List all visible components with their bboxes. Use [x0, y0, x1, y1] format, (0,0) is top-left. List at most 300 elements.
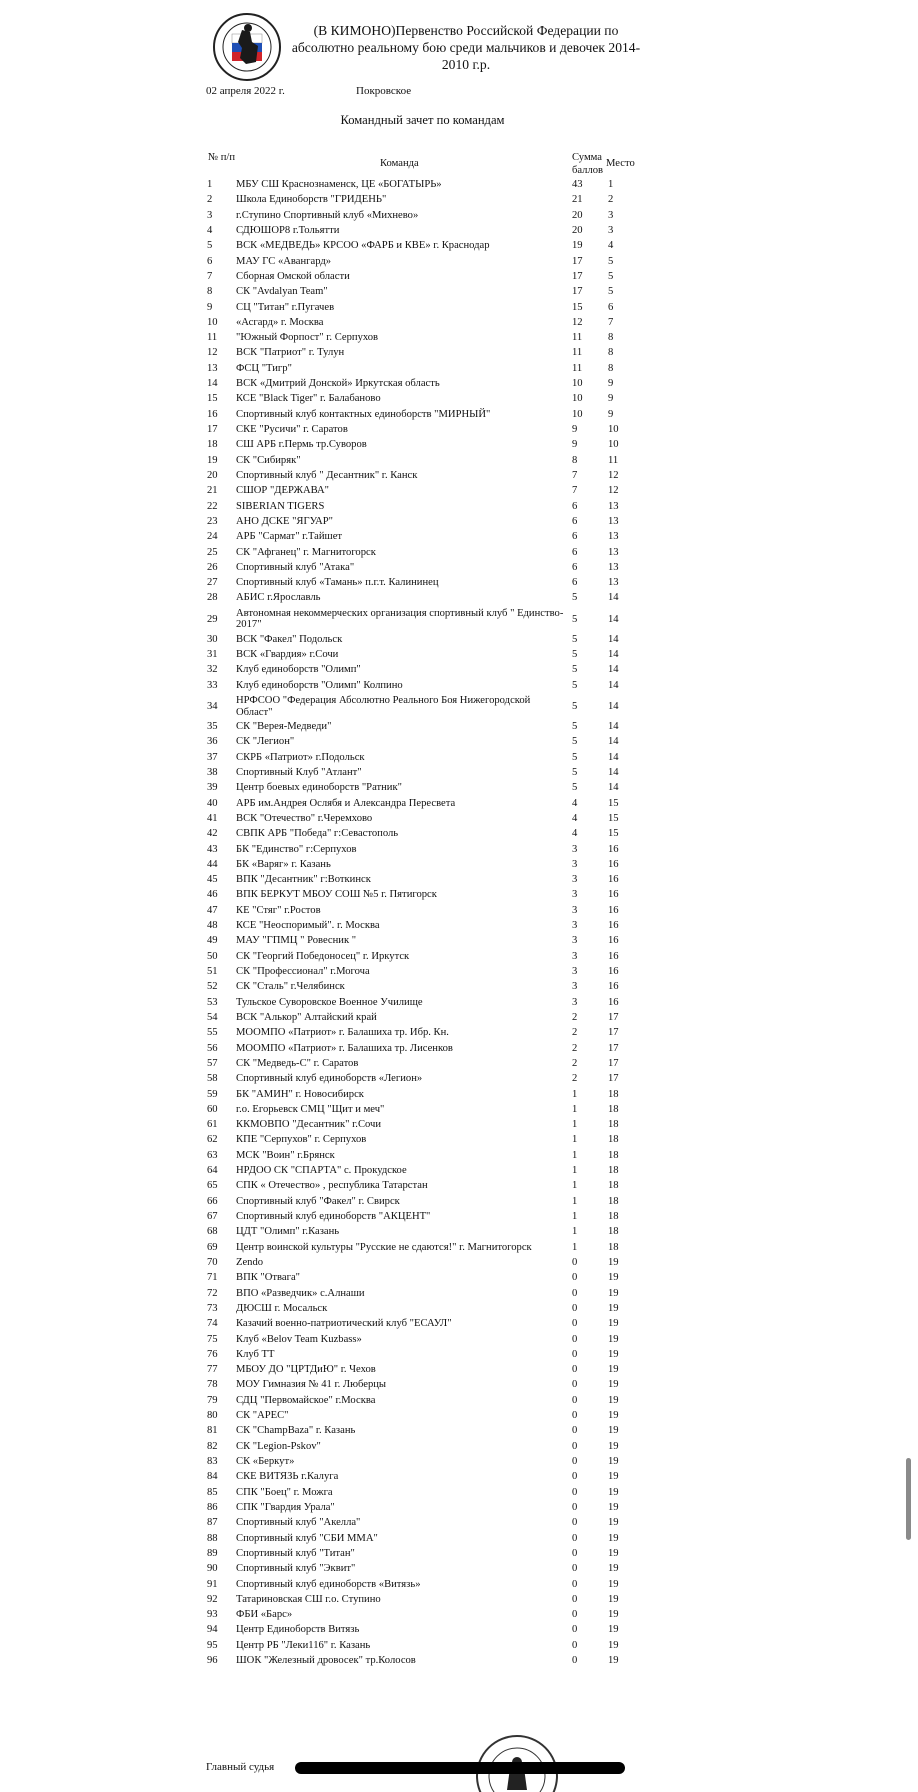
- row-team-name: СВПК АРБ "Победа" г:Севастополь: [236, 828, 399, 840]
- chief-judge-label: Главный судья: [206, 1761, 275, 1773]
- table-row: [0, 664, 918, 679]
- row-number: 13: [207, 362, 218, 374]
- row-number: 69: [207, 1241, 218, 1253]
- row-place: 10: [608, 439, 619, 451]
- row-place: 14: [608, 751, 619, 763]
- row-number: 37: [207, 751, 218, 763]
- table-row: [0, 378, 918, 393]
- row-number: 62: [207, 1134, 218, 1146]
- table-row: [0, 470, 918, 485]
- table-row: [0, 1318, 918, 1333]
- table-row: [0, 874, 918, 889]
- row-place: 18: [608, 1119, 619, 1131]
- row-place: 16: [608, 966, 619, 977]
- column-header-place: Место: [606, 158, 635, 169]
- row-score: 5: [572, 721, 578, 732]
- row-number: 72: [207, 1287, 218, 1299]
- row-number: 17: [207, 424, 218, 435]
- row-number: 61: [207, 1119, 218, 1131]
- row-score: 0: [572, 1609, 578, 1621]
- row-team-name: Центр Единоборств Витязь: [236, 1624, 360, 1636]
- row-number: 38: [207, 766, 218, 778]
- table-row: [0, 1288, 918, 1303]
- row-number: 95: [207, 1639, 218, 1651]
- table-row: [0, 859, 918, 874]
- row-team-name: "Южный Форпост" г. Серпухов: [236, 332, 379, 344]
- table-row: [0, 1242, 918, 1257]
- table-row: [0, 649, 918, 664]
- row-place: 13: [608, 515, 619, 527]
- event-date: 02 апреля 2022 г.: [206, 85, 285, 97]
- row-team-name: ВСК «Дмитрий Донской» Иркутская область: [236, 378, 440, 390]
- table-row: [0, 951, 918, 966]
- row-number: 52: [207, 981, 218, 993]
- table-row: [0, 680, 918, 695]
- table-row: [0, 179, 918, 194]
- table-row: [0, 828, 918, 843]
- row-place: 19: [608, 1333, 619, 1345]
- row-team-name: СДЦ "Первомайское" г.Москва: [236, 1394, 376, 1406]
- row-number: 60: [207, 1103, 218, 1115]
- row-score: 0: [572, 1302, 578, 1314]
- row-team-name: БК "АМИН" г. Новосибирск: [236, 1088, 364, 1100]
- row-score: 5: [572, 751, 578, 763]
- table-row: [0, 1272, 918, 1287]
- row-score: 5: [572, 766, 578, 778]
- table-row: [0, 455, 918, 470]
- row-number: 9: [207, 301, 213, 313]
- row-number: 50: [207, 950, 218, 962]
- row-team-name: SIBERIAN TIGERS: [236, 500, 325, 512]
- row-number: 67: [207, 1211, 218, 1222]
- row-number: 77: [207, 1364, 218, 1376]
- row-score: 0: [572, 1256, 578, 1268]
- row-team-name: СК "Легион": [236, 736, 295, 748]
- row-team-name: Клуб единоборств "Олимп" Колпино: [236, 679, 403, 691]
- row-team-name: СК "Верея-Медведи": [236, 721, 332, 732]
- row-team-name: МАУ ГС «Авангард»: [236, 255, 332, 267]
- row-place: 19: [608, 1425, 619, 1437]
- table-row: [0, 1579, 918, 1594]
- table-row: [0, 935, 918, 950]
- row-place: 15: [608, 812, 619, 824]
- row-place: 9: [608, 378, 614, 390]
- row-place: 13: [608, 531, 619, 543]
- row-place: 13: [608, 546, 619, 558]
- table-row: [0, 1640, 918, 1655]
- standings-table: [0, 179, 918, 1670]
- row-place: 19: [608, 1394, 619, 1406]
- row-score: 5: [572, 664, 578, 676]
- table-row: [0, 634, 918, 649]
- table-row: [0, 767, 918, 782]
- table-row: [0, 1211, 918, 1226]
- row-number: 47: [207, 904, 218, 916]
- column-header-number: № п/п: [208, 152, 236, 163]
- row-place: 7: [608, 316, 614, 328]
- row-place: 19: [608, 1547, 619, 1559]
- table-row: [0, 695, 918, 721]
- row-score: 0: [572, 1394, 578, 1406]
- row-score: 17: [572, 286, 583, 298]
- row-score: 0: [572, 1501, 578, 1513]
- row-place: 18: [608, 1134, 619, 1146]
- document-subtitle: Командный зачет по командам: [340, 113, 505, 127]
- row-team-name: СКЕ ВИТЯЗЬ г.Калуга: [236, 1471, 339, 1483]
- row-place: 19: [608, 1471, 619, 1483]
- row-score: 0: [572, 1333, 578, 1345]
- row-place: 8: [608, 362, 614, 374]
- row-score: 0: [572, 1532, 578, 1544]
- row-score: 0: [572, 1578, 578, 1590]
- table-row: [0, 798, 918, 813]
- row-number: 20: [207, 469, 218, 481]
- row-team-name: ВСК "Алькор" Алтайский край: [236, 1011, 377, 1023]
- row-score: 3: [572, 858, 578, 870]
- row-team-name: Спортивный клуб контактных единоборств "МИРНЫЙ": [236, 408, 491, 420]
- row-place: 19: [608, 1272, 619, 1284]
- row-team-name: СК «Беркут»: [236, 1456, 295, 1467]
- row-place: 19: [608, 1639, 619, 1651]
- row-place: 16: [608, 889, 619, 901]
- row-team-name: Татариновская СШ г.о. Ступино: [236, 1593, 381, 1605]
- row-number: 68: [207, 1226, 218, 1238]
- row-number: 57: [207, 1057, 218, 1069]
- row-place: 16: [608, 935, 619, 947]
- table-row: [0, 1456, 918, 1471]
- row-team-name: Спортивный клуб "Акелла": [236, 1517, 361, 1529]
- row-number: 88: [207, 1532, 218, 1544]
- row-team-name: Клуб ТТ: [236, 1348, 275, 1360]
- row-place: 14: [608, 679, 619, 691]
- row-place: 19: [608, 1609, 619, 1621]
- row-score: 0: [572, 1639, 578, 1651]
- row-team-name: АНО ДСКЕ "ЯГУАР": [236, 515, 333, 527]
- row-team-name: КСЕ "Неоспоримый". г. Москва: [236, 920, 380, 932]
- row-team-name: КЕ "Стяг" г.Ростов: [236, 904, 321, 916]
- table-row: [0, 1502, 918, 1517]
- row-number: 1: [207, 179, 213, 190]
- row-score: 20: [572, 209, 583, 221]
- table-row: [0, 1089, 918, 1104]
- row-number: 49: [207, 935, 218, 947]
- row-team-name: «Асгард» г. Москва: [236, 316, 324, 328]
- table-row: [0, 240, 918, 255]
- row-number: 87: [207, 1517, 218, 1529]
- row-place: 14: [608, 782, 619, 794]
- column-header-score: Сумма баллов: [572, 152, 604, 176]
- row-team-name: МООМПО «Патриот» г. Балашиха тр. Лисенков: [236, 1042, 453, 1054]
- row-score: 11: [572, 332, 583, 344]
- vertical-scrollbar[interactable]: [906, 1458, 911, 1540]
- row-team-name: ВСК «МЕДВЕДЬ» КРСОО «ФАРБ и КВЕ» г. Краснодар: [236, 240, 490, 252]
- row-team-name: МСК "Воин" г.Брянск: [236, 1149, 335, 1161]
- row-team-name: МООМПО «Патриот» г. Балашиха тр. Ибр. Кн.: [236, 1027, 449, 1039]
- row-score: 1: [572, 1119, 578, 1131]
- row-team-name: СК "Афганец" г. Магнитогорск: [236, 546, 376, 558]
- row-team-name: Школа Единоборств "ГРИДЕНЬ": [236, 194, 387, 206]
- row-score: 0: [572, 1348, 578, 1360]
- table-row: [0, 547, 918, 562]
- table-row: [0, 1563, 918, 1578]
- row-score: 9: [572, 424, 578, 435]
- row-place: 18: [608, 1103, 619, 1115]
- row-score: 0: [572, 1425, 578, 1437]
- row-team-name: Спортивный Клуб "Атлант": [236, 766, 362, 778]
- row-team-name: СПК « Отечество» , республика Татарстан: [236, 1180, 428, 1192]
- table-row: [0, 1425, 918, 1440]
- row-score: 0: [572, 1624, 578, 1636]
- row-team-name: НРДОО СК "СПАРТА" с. Прокудское: [236, 1165, 407, 1177]
- row-score: 6: [572, 577, 578, 589]
- row-score: 1: [572, 1149, 578, 1161]
- row-number: 74: [207, 1318, 218, 1330]
- row-number: 11: [207, 332, 218, 344]
- row-team-name: СК "ChampBaza" г. Казань: [236, 1425, 356, 1437]
- row-place: 19: [608, 1287, 619, 1299]
- row-number: 91: [207, 1578, 218, 1590]
- table-row: [0, 363, 918, 378]
- row-place: 13: [608, 561, 619, 573]
- row-number: 24: [207, 531, 218, 543]
- row-place: 10: [608, 424, 619, 435]
- row-number: 80: [207, 1410, 218, 1422]
- event-place: Покровское: [356, 85, 412, 97]
- row-number: 34: [207, 701, 218, 712]
- row-place: 14: [608, 592, 619, 604]
- row-number: 36: [207, 736, 218, 748]
- row-place: 17: [608, 1073, 619, 1085]
- row-number: 2: [207, 194, 213, 206]
- table-row: [0, 721, 918, 736]
- table-row: [0, 1303, 918, 1318]
- row-number: 23: [207, 515, 218, 527]
- row-team-name: СК "Георгий Победоносец" г. Иркутск: [236, 950, 410, 962]
- row-score: 3: [572, 889, 578, 901]
- row-team-name: СК "Сталь" г.Челябинск: [236, 981, 345, 993]
- row-score: 0: [572, 1486, 578, 1498]
- row-score: 3: [572, 920, 578, 932]
- row-team-name: СПК "Боец" г. Можга: [236, 1486, 333, 1498]
- row-number: 76: [207, 1348, 218, 1360]
- row-number: 51: [207, 966, 218, 977]
- row-number: 39: [207, 782, 218, 794]
- row-team-name: Спортивный клуб "Атака": [236, 561, 355, 573]
- row-number: 94: [207, 1624, 218, 1636]
- row-team-name: Центр РБ "Леки116" г. Казань: [236, 1639, 371, 1651]
- row-place: 19: [608, 1578, 619, 1590]
- row-score: 17: [572, 270, 583, 282]
- table-row: [0, 1150, 918, 1165]
- row-score: 6: [572, 546, 578, 558]
- row-team-name: СКЕ "Русичи" г. Саратов: [236, 424, 348, 435]
- row-number: 82: [207, 1440, 218, 1452]
- table-row: [0, 225, 918, 240]
- table-row: [0, 577, 918, 592]
- row-number: 7: [207, 270, 213, 282]
- row-score: 1: [572, 1195, 578, 1207]
- row-number: 56: [207, 1042, 218, 1054]
- row-team-name: СШОР "ДЕРЖАВА": [236, 485, 329, 497]
- table-row: [0, 409, 918, 424]
- row-place: 16: [608, 858, 619, 870]
- row-place: 18: [608, 1226, 619, 1238]
- row-score: 5: [572, 679, 578, 691]
- row-team-name: ВСК "Патриот" г. Тулун: [236, 347, 345, 359]
- row-place: 14: [608, 736, 619, 748]
- table-row: [0, 531, 918, 546]
- row-place: 18: [608, 1211, 619, 1222]
- row-team-name: Спортивный клуб единоборств "АКЦЕНТ": [236, 1211, 431, 1222]
- row-place: 5: [608, 255, 614, 267]
- row-number: 3: [207, 209, 213, 221]
- row-place: 4: [608, 240, 614, 252]
- table-row: [0, 1609, 918, 1624]
- row-score: 0: [572, 1440, 578, 1452]
- row-place: 19: [608, 1593, 619, 1605]
- row-score: 1: [572, 1226, 578, 1238]
- table-row: [0, 424, 918, 439]
- table-row: [0, 1226, 918, 1241]
- row-score: 0: [572, 1272, 578, 1284]
- row-place: 13: [608, 500, 619, 512]
- table-row: [0, 1395, 918, 1410]
- row-number: 59: [207, 1088, 218, 1100]
- official-stamp: [472, 1728, 562, 1792]
- row-number: 15: [207, 393, 218, 405]
- row-score: 2: [572, 1042, 578, 1054]
- table-row: [0, 332, 918, 347]
- row-place: 2: [608, 194, 614, 206]
- row-number: 18: [207, 439, 218, 451]
- table-row: [0, 317, 918, 332]
- row-number: 71: [207, 1272, 218, 1284]
- table-row: [0, 966, 918, 981]
- column-header-team: Команда: [380, 158, 419, 169]
- row-place: 3: [608, 224, 614, 236]
- row-score: 17: [572, 255, 583, 267]
- row-number: 14: [207, 378, 218, 390]
- row-team-name: ВПК БЕРКУТ МБОУ СОШ №5 г. Пятигорск: [236, 889, 437, 901]
- row-place: 16: [608, 950, 619, 962]
- row-place: 19: [608, 1440, 619, 1452]
- table-row: [0, 1196, 918, 1211]
- row-score: 10: [572, 408, 583, 420]
- table-row: [0, 1104, 918, 1119]
- row-team-name: Клуб единоборств "Олимп": [236, 664, 361, 676]
- row-place: 16: [608, 874, 619, 886]
- row-place: 18: [608, 1241, 619, 1253]
- row-team-name: СК "Avdalyan Team": [236, 286, 328, 298]
- row-team-name: ФБИ «Барс»: [236, 1609, 293, 1621]
- row-team-name: Автономная некоммерческих организация спортивный клуб " Единство- 2017": [236, 607, 564, 631]
- table-row: [0, 516, 918, 531]
- row-score: 1: [572, 1103, 578, 1115]
- row-number: 42: [207, 828, 218, 840]
- row-place: 19: [608, 1456, 619, 1467]
- row-place: 14: [608, 721, 619, 732]
- row-score: 1: [572, 1165, 578, 1177]
- row-number: 5: [207, 240, 213, 252]
- row-number: 89: [207, 1547, 218, 1559]
- row-place: 14: [608, 701, 619, 712]
- row-score: 21: [572, 194, 583, 206]
- row-team-name: МБОУ ДО "ЦРТДиЮ" г. Чехов: [236, 1364, 376, 1376]
- row-score: 15: [572, 301, 583, 313]
- row-number: 35: [207, 721, 218, 732]
- row-team-name: АБИС г.Ярославль: [236, 592, 321, 604]
- row-place: 16: [608, 843, 619, 855]
- table-row: [0, 1012, 918, 1027]
- row-number: 48: [207, 920, 218, 932]
- table-row: [0, 1058, 918, 1073]
- row-team-name: СК "Legion-Pskov": [236, 1440, 321, 1452]
- row-place: 14: [608, 649, 619, 661]
- row-team-name: Спортивный клуб " Десантник" г. Канск: [236, 469, 418, 481]
- federation-logo: [212, 12, 282, 82]
- table-row: [0, 752, 918, 767]
- row-score: 5: [572, 633, 578, 645]
- row-place: 15: [608, 828, 619, 840]
- table-row: [0, 608, 918, 634]
- row-score: 1: [572, 1241, 578, 1253]
- row-place: 8: [608, 332, 614, 344]
- row-number: 78: [207, 1379, 218, 1391]
- row-team-name: ВСК "Отечество" г.Черемхово: [236, 812, 373, 824]
- table-row: [0, 210, 918, 225]
- row-number: 65: [207, 1180, 218, 1192]
- row-score: 5: [572, 592, 578, 604]
- row-place: 19: [608, 1486, 619, 1498]
- row-team-name: СШ АРБ г.Пермь тр.Суворов: [236, 439, 367, 451]
- table-row: [0, 439, 918, 454]
- table-row: [0, 889, 918, 904]
- row-place: 17: [608, 1011, 619, 1023]
- row-number: 70: [207, 1256, 218, 1268]
- row-score: 5: [572, 613, 578, 625]
- row-team-name: Тульское Суворовское Военное Училище: [236, 996, 423, 1008]
- table-row: [0, 592, 918, 607]
- row-number: 16: [207, 408, 218, 420]
- table-row: [0, 393, 918, 408]
- row-place: 18: [608, 1149, 619, 1161]
- row-score: 0: [572, 1547, 578, 1559]
- row-number: 85: [207, 1486, 218, 1498]
- row-place: 19: [608, 1256, 619, 1268]
- row-number: 90: [207, 1563, 218, 1575]
- row-place: 19: [608, 1302, 619, 1314]
- row-score: 1: [572, 1180, 578, 1192]
- row-score: 5: [572, 701, 578, 712]
- table-row: [0, 1165, 918, 1180]
- table-row: [0, 1533, 918, 1548]
- row-place: 16: [608, 996, 619, 1008]
- row-score: 5: [572, 736, 578, 748]
- row-team-name: ЦДТ "Олимп" г.Казань: [236, 1226, 340, 1238]
- row-team-name: ВСК "Факел" Подольск: [236, 633, 343, 645]
- row-place: 17: [608, 1057, 619, 1069]
- row-score: 6: [572, 531, 578, 543]
- table-row: [0, 1349, 918, 1364]
- document-title: (В КИМОНО)Первенство Российской Федерации по абсолютно реальному бою среди мальчиков и девочек 2014-2010 г.р.: [291, 23, 641, 72]
- row-place: 1: [608, 179, 614, 190]
- table-row: [0, 736, 918, 751]
- table-row: [0, 194, 918, 209]
- row-score: 1: [572, 1088, 578, 1100]
- row-place: 11: [608, 454, 619, 466]
- row-team-name: АРБ им.Андрея Ослябя и Александра Пересвета: [236, 797, 456, 809]
- row-team-name: МОУ Гимназия № 41 г. Люберцы: [236, 1379, 387, 1391]
